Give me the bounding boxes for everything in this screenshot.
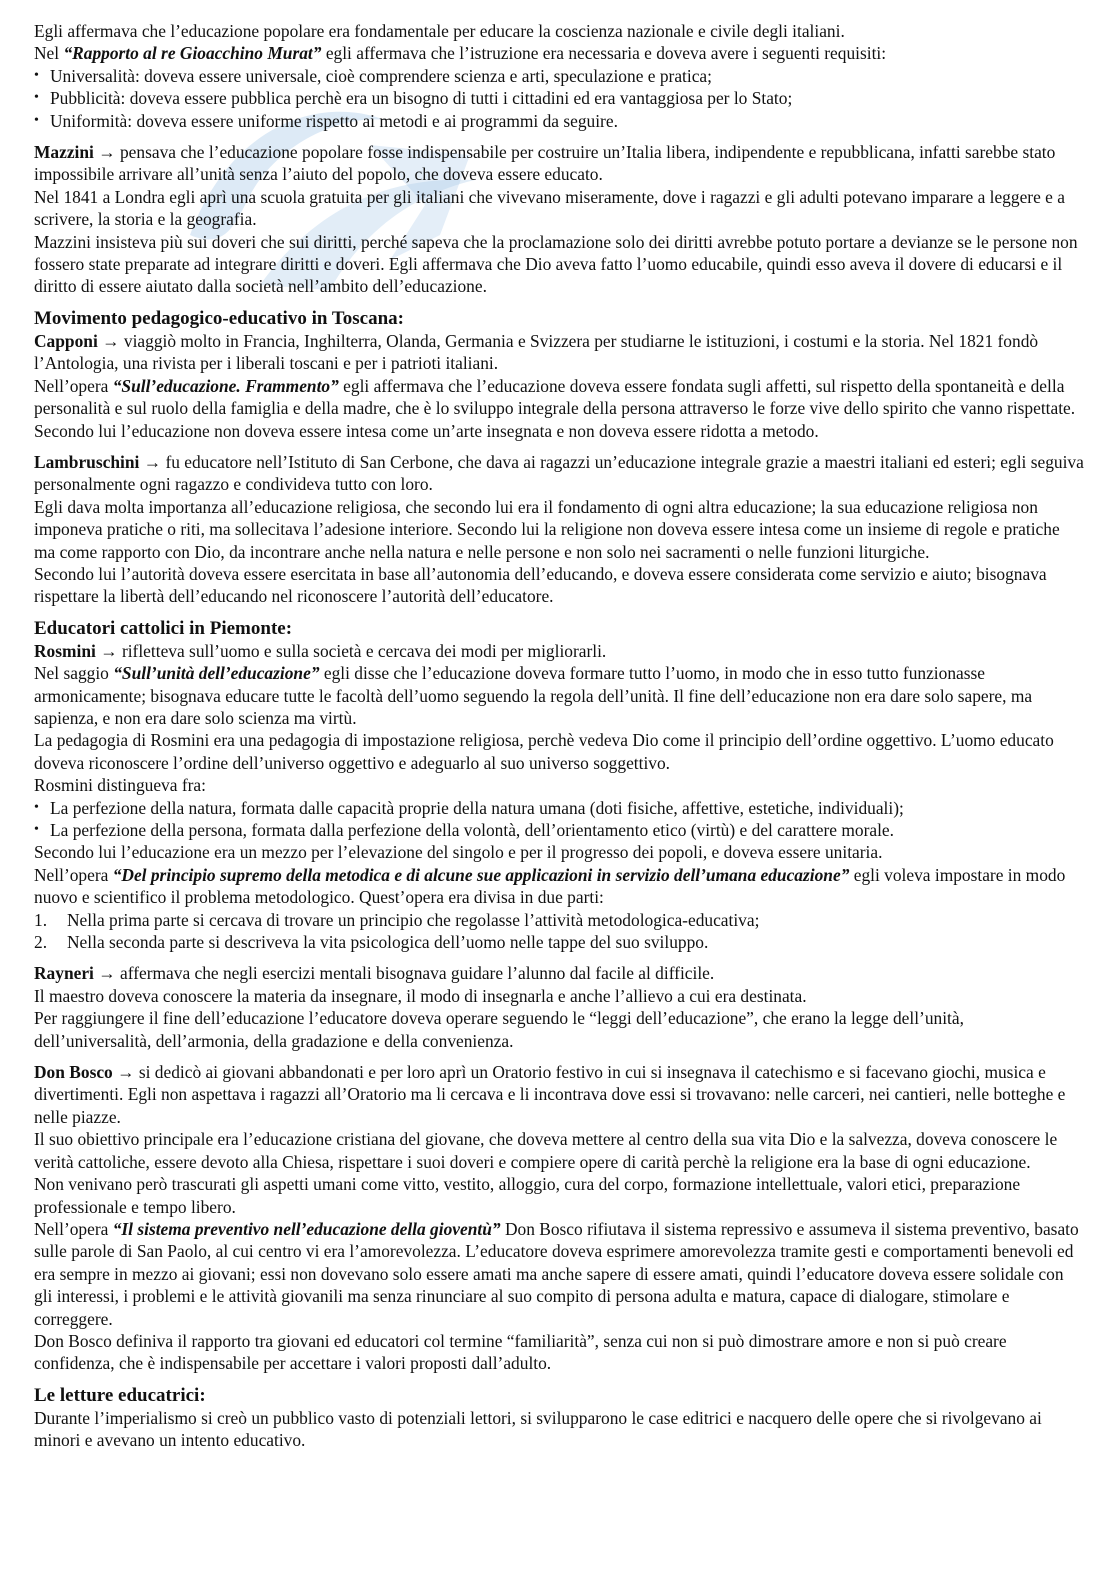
list-item: [34, 931, 1084, 953]
piemonte-section: [34, 617, 1084, 954]
text-fragment: Nell’opera: [34, 864, 113, 885]
list-item: [34, 909, 1084, 931]
arrow: →: [95, 640, 122, 661]
paragraph: Don Bosco definiva il rapporto tra giovani ed educatori col termine “familiarità”, senza cui non si può dimostrare amore e non si può creare confidenza, che è indispensabile per accettare i valori proposti dall’adulto.: [34, 1330, 1007, 1374]
toscana-section: [34, 307, 1084, 442]
paragraph: Egli dava molta importanza all’educazione religiosa, che secondo lui era il fondamento di ogni altra educazione; la sua educazione religiosa non imponeva pratiche o riti, ma sollecitava l’adesione interiore. Secondo lui la religione non doveva essere intesa come un insieme di regole e pratiche ma come rapporto con Dio, da incontrare anche nella natura e nelle persone e non solo nei sacramenti o nelle funzioni liturgiche.: [34, 496, 1060, 562]
paragraph: [34, 1061, 1084, 1128]
arrow: →: [93, 142, 120, 163]
mazzini-section: [34, 141, 1084, 298]
text-fragment: egli voleva impostare in modo nuovo e scientifico il problema metodologico. Quest’opera era divisa in due parti:: [34, 864, 1066, 908]
text-fragment: Nell’opera: [34, 1218, 113, 1239]
letture-section: [34, 1384, 1084, 1452]
paragraph: Secondo lui l’educazione era un mezzo per l’elevazione del singolo e per il progresso dei popoli, e doveva essere unitaria.: [34, 842, 883, 863]
author-name: Mazzini: [34, 142, 94, 163]
paragraph: [34, 640, 1084, 662]
intro-murat-line: [34, 42, 1084, 64]
paragraph: [34, 141, 1084, 186]
text-fragment: Nell’opera: [34, 375, 113, 396]
paragraph: Durante l’imperialismo si creò un pubblico vasto di potenziali lettori, si svilupparono le case editrici e nacquero delle opere che si rivolgevano ai minori e avevano un intento educativo.: [34, 1407, 1042, 1451]
paragraph: Nel 1841 a Londra egli aprì una scuola gratuita per gli italiani che vivevano miseramente, dove i ragazzi e gli adulti potevano imparare a leggere e a scrivere, la storia e la geografia.: [34, 186, 1065, 230]
text-fragment: fu educatore nell’Istituto di San Cerbone, che dava ai ragazzi un’educazione integrale grazie a maestri italiani ed esteri; egli seguiva personalmente ogni ragazzo e condivideva tutto con loro.: [34, 451, 1084, 495]
list-text: Nella prima parte si cercava di trovare un principio che regolasse l’attività metodologica-educativa;: [67, 909, 760, 930]
paragraph: [34, 375, 1084, 442]
work-title: “Sull’unità dell’educazione”: [113, 663, 320, 684]
text-fragment: affermava che negli esercizi mentali bisognava guidare l’alunno dal facile al difficile.: [120, 963, 715, 984]
text-fragment: viaggiò molto in Francia, Inghilterra, Olanda, Germania e Svizzera per studiarne le istituzioni, i costumi e la storia. Nel 1821 fondò l’Antologia, una rivista per i liberali toscani e per i patrioti italiani.: [34, 330, 1039, 374]
paragraph: La pedagogia di Rosmini era una pedagogia di impostazione religiosa, perchè vedeva Dio come il principio dell’ordine oggettivo. L’uomo educato doveva riconoscere l’ordine dell’universo oggettivo e adeguarlo al suo universo soggettivo.: [34, 730, 1054, 773]
section-heading: Le letture educatrici:: [34, 1384, 206, 1406]
rayneri-section: [34, 962, 1084, 1052]
document-page: [34, 20, 1084, 1461]
list-text: Nella seconda parte si descriveva la vita psicologica dell’uomo nelle tappe del suo sviluppo.: [67, 932, 709, 953]
author-name: Don Bosco: [34, 1062, 113, 1083]
paragraph: [34, 662, 1084, 729]
paragraph: Mazzini insisteva più sui doveri che sui diritti, perché sapeva che la proclamazione solo dei diritti avrebbe potuto portare a devianze se le persone non fossero state preparate ad integrare diritti e doveri. Egli affermava che Dio aveva fatto l’uomo educabile, quindi esso aveva il dovere di educarsi e il diritto di essere aiutato dalla società nell’ambito dell’educazione.: [34, 231, 1078, 297]
text-fragment: Nel saggio: [34, 663, 114, 684]
work-title: “Del principio supremo della metodica e di alcune sue applicazioni in servizio dell’umana educazione”: [112, 864, 850, 885]
author-name: Rayneri: [34, 963, 94, 984]
work-title: “Rapporto al re Gioacchino Murat”: [63, 43, 322, 64]
paragraph: [34, 330, 1084, 375]
text-fragment: Don Bosco rifiutava il sistema repressivo e assumeva il sistema preventivo, basato sulle parole di San Paolo, al cui centro vi era l’amorevolezza. L’educatore doveva esprimere amorevolezza tramite gesti e comportamenti benevoli ed era sempre in mezzo ai giovani; essi non dovevano solo essere amati ma anche sapere di essere amati, quindi l’educatore doveva essere solidale con gli interessi, i problemi e le attività giovanili ma senza rinunciare al suo compito di persona adulta e matura, capace di dialogare, stimolare e correggere.: [34, 1218, 1079, 1329]
requirements-list: [34, 65, 1084, 132]
text-fragment: Nel: [34, 43, 64, 64]
work-title: “Sull’educazione. Frammento”: [112, 375, 339, 396]
lambruschini-section: [34, 451, 1084, 608]
list-item: • Uniformità: doveva essere uniforme rispetto ai metodi e ai programmi da seguire.: [34, 110, 1084, 132]
text-fragment: rifletteva sull’uomo e sulla società e cercava dei modi per migliorarli.: [121, 640, 607, 661]
paragraph: Non venivano però trascurati gli aspetti umani come vitto, vestito, alloggio, cura del corpo, formazione intellettuale, valori etici, preparazione professionale e tempo libero.: [34, 1174, 1021, 1217]
intro-section: [34, 20, 1084, 132]
intro-line: Egli affermava che l’educazione popolare era fondamentale per educare la coscienza nazionale e civile degli italiani.: [34, 21, 845, 41]
list-item: • Pubblicità: doveva essere pubblica perchè era un bisogno di tutti i cittadini ed era vantaggiosa per lo Stato;: [34, 87, 1084, 109]
section-heading: Educatori cattolici in Piemonte:: [34, 617, 293, 639]
arrow: →: [112, 1062, 139, 1083]
paragraph: Per raggiungere il fine dell’educazione l’educatore doveva operare seguendo le “leggi dell’educazione”, che erano la legge dell’unità, dell’universalità, dell’armonia, della gradazione e della convenienza.: [34, 1008, 964, 1051]
paragraph: [34, 864, 1084, 909]
arrow: →: [97, 330, 124, 351]
work-title: “Il sistema preventivo nell’educazione della gioventù”: [112, 1218, 501, 1239]
list-item: • La perfezione della persona, formata dalla perfezione della volontà, dell’orientamento etico (virtù) e del carattere morale.: [34, 819, 1084, 841]
text-fragment: egli disse che l’educazione doveva formare tutto l’uomo, in modo che in esso tutto funzionasse armonicamente; bisognava educare tutte le facoltà dell’uomo seguendo la regola dell’unità. Il fine dell’educazione non era dare solo sapere, ma sapienza, e non era dare solo scienza ma virtù.: [34, 663, 1033, 728]
list-number: 2.: [34, 932, 48, 953]
text-fragment: pensava che l’educazione popolare fosse indispensabile per costruire un’Italia libera, indipendente e repubblicana, infatti sarebbe stato impossibile arrivare all’unità senza l’aiuto del popolo, che doveva essere educato.: [34, 142, 1056, 185]
paragraph: Il maestro doveva conoscere la materia da insegnare, il modo di insegnarla e anche l’allievo a cui era destinata.: [34, 985, 807, 1006]
bosco-section: [34, 1061, 1084, 1375]
perfection-list: [34, 797, 1084, 842]
parts-list: [34, 909, 1084, 954]
paragraph: [34, 1218, 1084, 1330]
paragraph: Rosmini distingueva fra:: [34, 775, 206, 796]
text-fragment: si dedicò ai giovani abbandonati e per loro aprì un Oratorio festivo in cui si insegnava il catechismo e si facevano giochi, musica e divertimenti. Egli non aspettava i ragazzi all’Oratorio ma li cercava e li incontrava dove essi si trovavano: nelle carceri, nei cantieri, nelle botteghe e nelle piazze.: [34, 1062, 1066, 1127]
section-heading: Movimento pedagogico-educativo in Toscana:: [34, 307, 404, 329]
text-fragment: egli affermava che l’istruzione era necessaria e doveva avere i seguenti requisiti:: [321, 43, 887, 64]
arrow: →: [139, 451, 166, 472]
paragraph: [34, 962, 1084, 984]
paragraph: [34, 451, 1084, 496]
paragraph: Secondo lui l’autorità doveva essere esercitata in base all’autonomia dell’educando, e doveva essere considerata come servizio e aiuto; bisognava rispettare la libertà dell’educando nel riconoscere l’autorità dell’educatore.: [34, 563, 1047, 607]
paragraph: Il suo obiettivo principale era l’educazione cristiana del giovane, che doveva mettere al centro della sua vita Dio e la salvezza, doveva conoscere le verità cattoliche, essere devoto alla Chiesa, rispettare i suoi doveri e compiere opere di carità perchè la religione era la base di ogni educazione.: [34, 1129, 1058, 1172]
author-name: Lambruschini: [34, 451, 140, 472]
arrow: →: [93, 963, 120, 984]
list-number: 1.: [34, 909, 48, 930]
author-name: Capponi: [34, 330, 98, 351]
author-name: Rosmini: [34, 640, 96, 661]
text-fragment: egli affermava che l’educazione doveva essere fondata sugli affetti, sul rispetto della spontaneità e della personalità e sul ruolo della famiglia e della madre, che è lo sviluppo integrale della persona attraverso le forze vive dello spirito che vanno rispettate. Secondo lui l’educazione non doveva essere intesa come un’arte insegnata e non doveva essere ridotta a metodo.: [34, 375, 1076, 441]
list-item: • Universalità: doveva essere universale, cioè comprendere scienza e arti, speculazione e pratica;: [34, 65, 1084, 87]
list-item: • La perfezione della natura, formata dalle capacità proprie della natura umana (doti fisiche, affettive, estetiche, individuali);: [34, 797, 1084, 819]
